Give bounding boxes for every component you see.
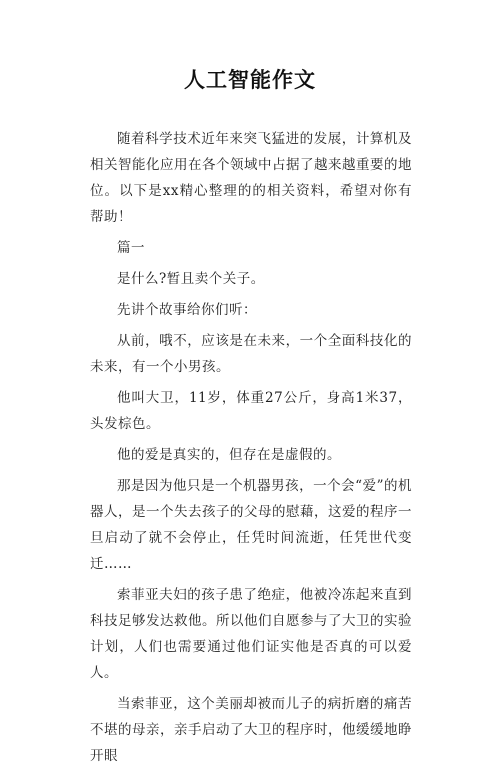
document-title: 人工智能作文	[184, 67, 316, 92]
paragraph-intro: 随着科学技术近年来突飞猛进的发展，计算机及相关智能化应用在各个领域中占据了越来越重要的地位。以下是xx精心整理的的相关资料，希望对你有帮助！	[90, 131, 412, 225]
paragraph-section-heading: 篇一	[117, 240, 145, 256]
paragraph: 当索菲亚，这个美丽却被而儿子的病折磨的痛苦不堪的母亲，亲手启动了大卫的程序时，他缓缓地睁开眼	[90, 696, 412, 764]
document-body	[90, 126, 412, 774]
paragraph: 是什么?暂且卖个关子。	[117, 271, 265, 287]
paragraph: 他的爱是真实的，但存在是虚假的。	[117, 447, 341, 463]
paragraph: 那是因为他只是一个机器男孩，一个会“爱”的机器人，是一个失去孩子的父母的慰藉，这爱的程序一旦启动了就不会停止，任凭时间流逝，任凭世代变迁……	[90, 478, 412, 572]
paragraph: 先讲个故事给你们听：	[117, 302, 257, 318]
paragraph: 索菲亚夫妇的孩子患了绝症，他被冷冻起来直到科技足够发达救他。所以他们自愿参与了大卫的实验计划，人们也需要通过他们证实他是否真的可以爱人。	[90, 587, 412, 681]
paragraph: 从前，哦不，应该是在未来，一个全面科技化的未来，有一个小男孩。	[90, 333, 412, 375]
paragraph: 他叫大卫，11岁，体重27公斤，身高1米37，头发棕色。	[90, 390, 412, 432]
